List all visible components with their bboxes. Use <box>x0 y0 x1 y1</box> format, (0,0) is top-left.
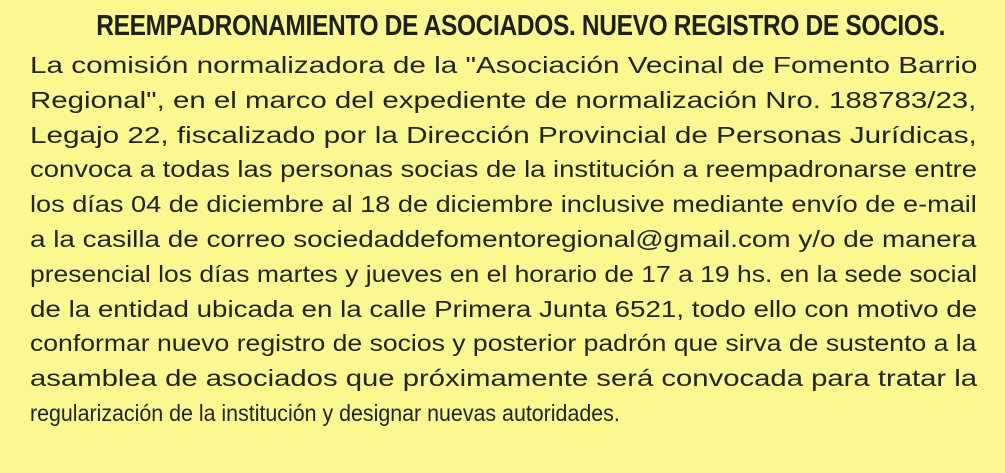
body-line-5 <box>30 187 977 222</box>
body-line-4 <box>30 152 977 187</box>
body-line-8 <box>30 292 977 327</box>
notice-body <box>30 48 977 431</box>
body-line-3 <box>30 118 977 153</box>
body-line-2-text: Regional", en el marco del expediente de normalización Nro. 188783/23, <box>30 86 977 113</box>
body-line-7 <box>30 257 977 292</box>
body-line-10 <box>30 361 977 396</box>
body-line-11-text: regularización de la institución y designar nuevas autoridades. <box>30 399 620 426</box>
body-line-10-text: asamblea de asociados que próximamente será convocada para tratar la <box>30 365 977 392</box>
body-line-4-text: convoca a todas las personas socias de la institución a reempadronarse entre <box>30 156 977 183</box>
body-line-6 <box>30 222 977 257</box>
body-line-9 <box>30 326 977 361</box>
body-line-9-text: conformar nuevo registro de socios y posterior padrón que sirva de sustento a la <box>30 330 977 357</box>
body-line-6-text: a la casilla de correo sociedaddefomentoregional@gmail.com y/o de manera <box>30 225 977 252</box>
body-line-5-text: los días 04 de diciembre al 18 de diciembre inclusive mediante envío de e-mail <box>30 191 977 218</box>
body-line-1 <box>30 48 977 83</box>
body-line-11 <box>30 396 977 431</box>
body-line-3-text: Legajo 22, fiscalizado por la Dirección Provincial de Personas Jurídicas, <box>30 121 977 148</box>
body-line-8-text: de la entidad ubicada en la calle Primera Junta 6521, todo ello con motivo de <box>30 295 977 322</box>
body-line-1-text: La comisión normalizadora de la "Asociación Vecinal de Fomento Barrio <box>30 52 977 78</box>
notice-title: REEMPADRONAMIENTO DE ASOCIADOS. NUEVO REGISTRO DE SOCIOS. <box>96 10 946 42</box>
body-line-2 <box>30 83 977 118</box>
body-line-7-text: presencial los días martes y jueves en el horario de 17 a 19 hs. en la sede social <box>30 260 977 287</box>
